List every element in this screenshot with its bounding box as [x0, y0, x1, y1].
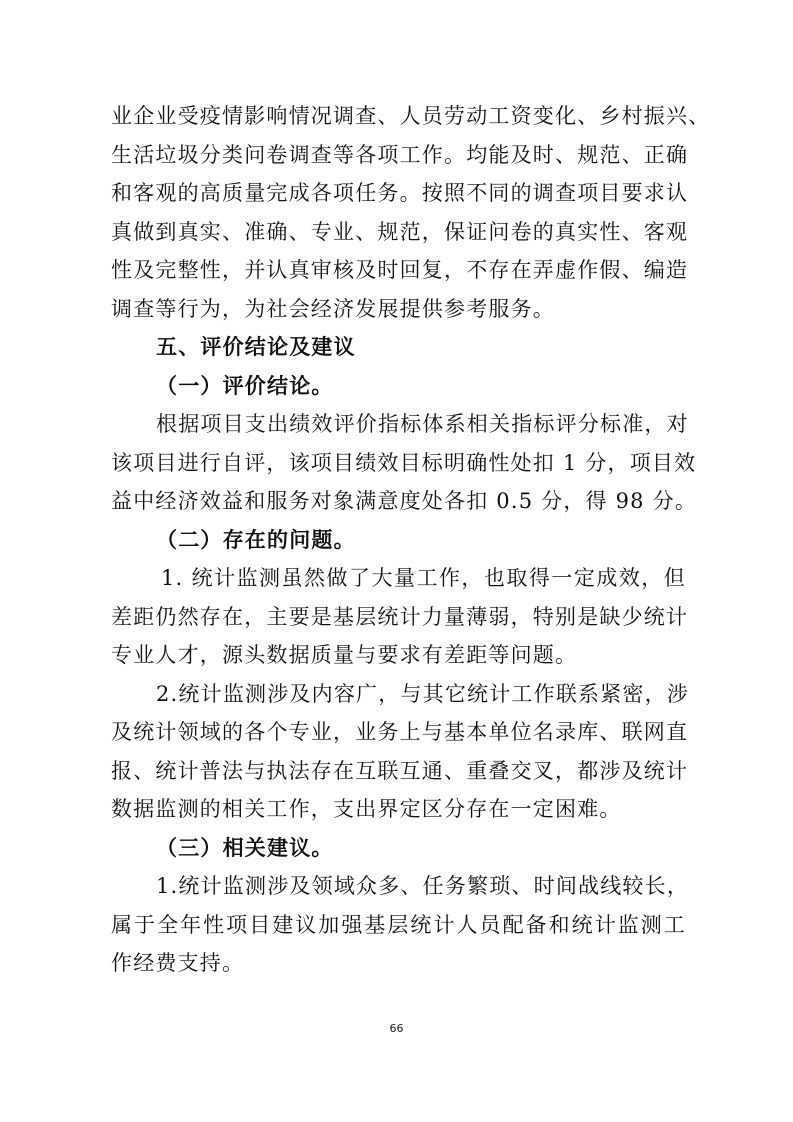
paragraph-line: 作经费支持。 — [111, 951, 245, 975]
subsection-heading: （一）评价结论。 — [156, 373, 334, 398]
paragraph-line: 性及完整性，并认真审核及时回复，不存在弄虚作假、编造 — [111, 258, 689, 282]
paragraph-line: 生活垃圾分类问卷调查等各项工作。均能及时、规范、正确 — [111, 142, 689, 167]
page-number: 66 — [389, 1022, 404, 1035]
subsection-heading: （三）相关建议。 — [156, 835, 334, 860]
paragraph-line: 真做到真实、准确、专业、规范，保证问卷的真实性、客观 — [111, 219, 689, 244]
paragraph-line: 属于全年性项目建议加强基层统计人员配备和统计监测工 — [111, 912, 686, 937]
paragraph-line: 该项目进行自评，该项目绩效目标明确性处扣 1 分，项目效 — [111, 450, 697, 475]
paragraph-line: 及统计领域的各个专业，业务上与基本单位名录库、联网直 — [111, 720, 689, 744]
paragraph-line: 1. 统计监测虽然做了大量工作，也取得一定成效，但 — [161, 566, 686, 590]
paragraph-line: 数据监测的相关工作，支出界定区分存在一定困难。 — [111, 797, 622, 821]
body-text — [111, 97, 711, 983]
paragraph-line: 业企业受疫情影响情况调查、人员劳动工资变化、乡村振兴、 — [111, 104, 711, 128]
paragraph-line: 1.统计监测涉及领域众多、任务繁琐、时间战线较长， — [156, 874, 690, 898]
subsection-heading: （二）存在的问题。 — [156, 527, 356, 552]
paragraph-line: 报、统计普法与执法存在互联互通、重叠交叉，都涉及统计 — [111, 758, 689, 783]
paragraph-line: 根据项目支出绩效评价指标体系相关指标评分标准，对 — [156, 412, 689, 436]
paragraph-line: 调查等行为，为社会经济发展提供参考服务。 — [111, 296, 555, 321]
paragraph-line: 差距仍然存在，主要是基层统计力量薄弱，特别是缺少统计 — [111, 604, 689, 629]
paragraph-line: 专业人才，源头数据质量与要求有差距等问题。 — [111, 643, 578, 667]
section-heading: 五、评价结论及建议 — [156, 335, 356, 359]
paragraph-line: 2.统计监测涉及内容广，与其它统计工作联系紧密，涉 — [156, 681, 690, 706]
paragraph-line: 和客观的高质量完成各项任务。按照不同的调查项目要求认 — [111, 181, 689, 205]
paragraph-line: 益中经济效益和服务对象满意度处各扣 0.5 分，得 98 分。 — [111, 489, 698, 513]
